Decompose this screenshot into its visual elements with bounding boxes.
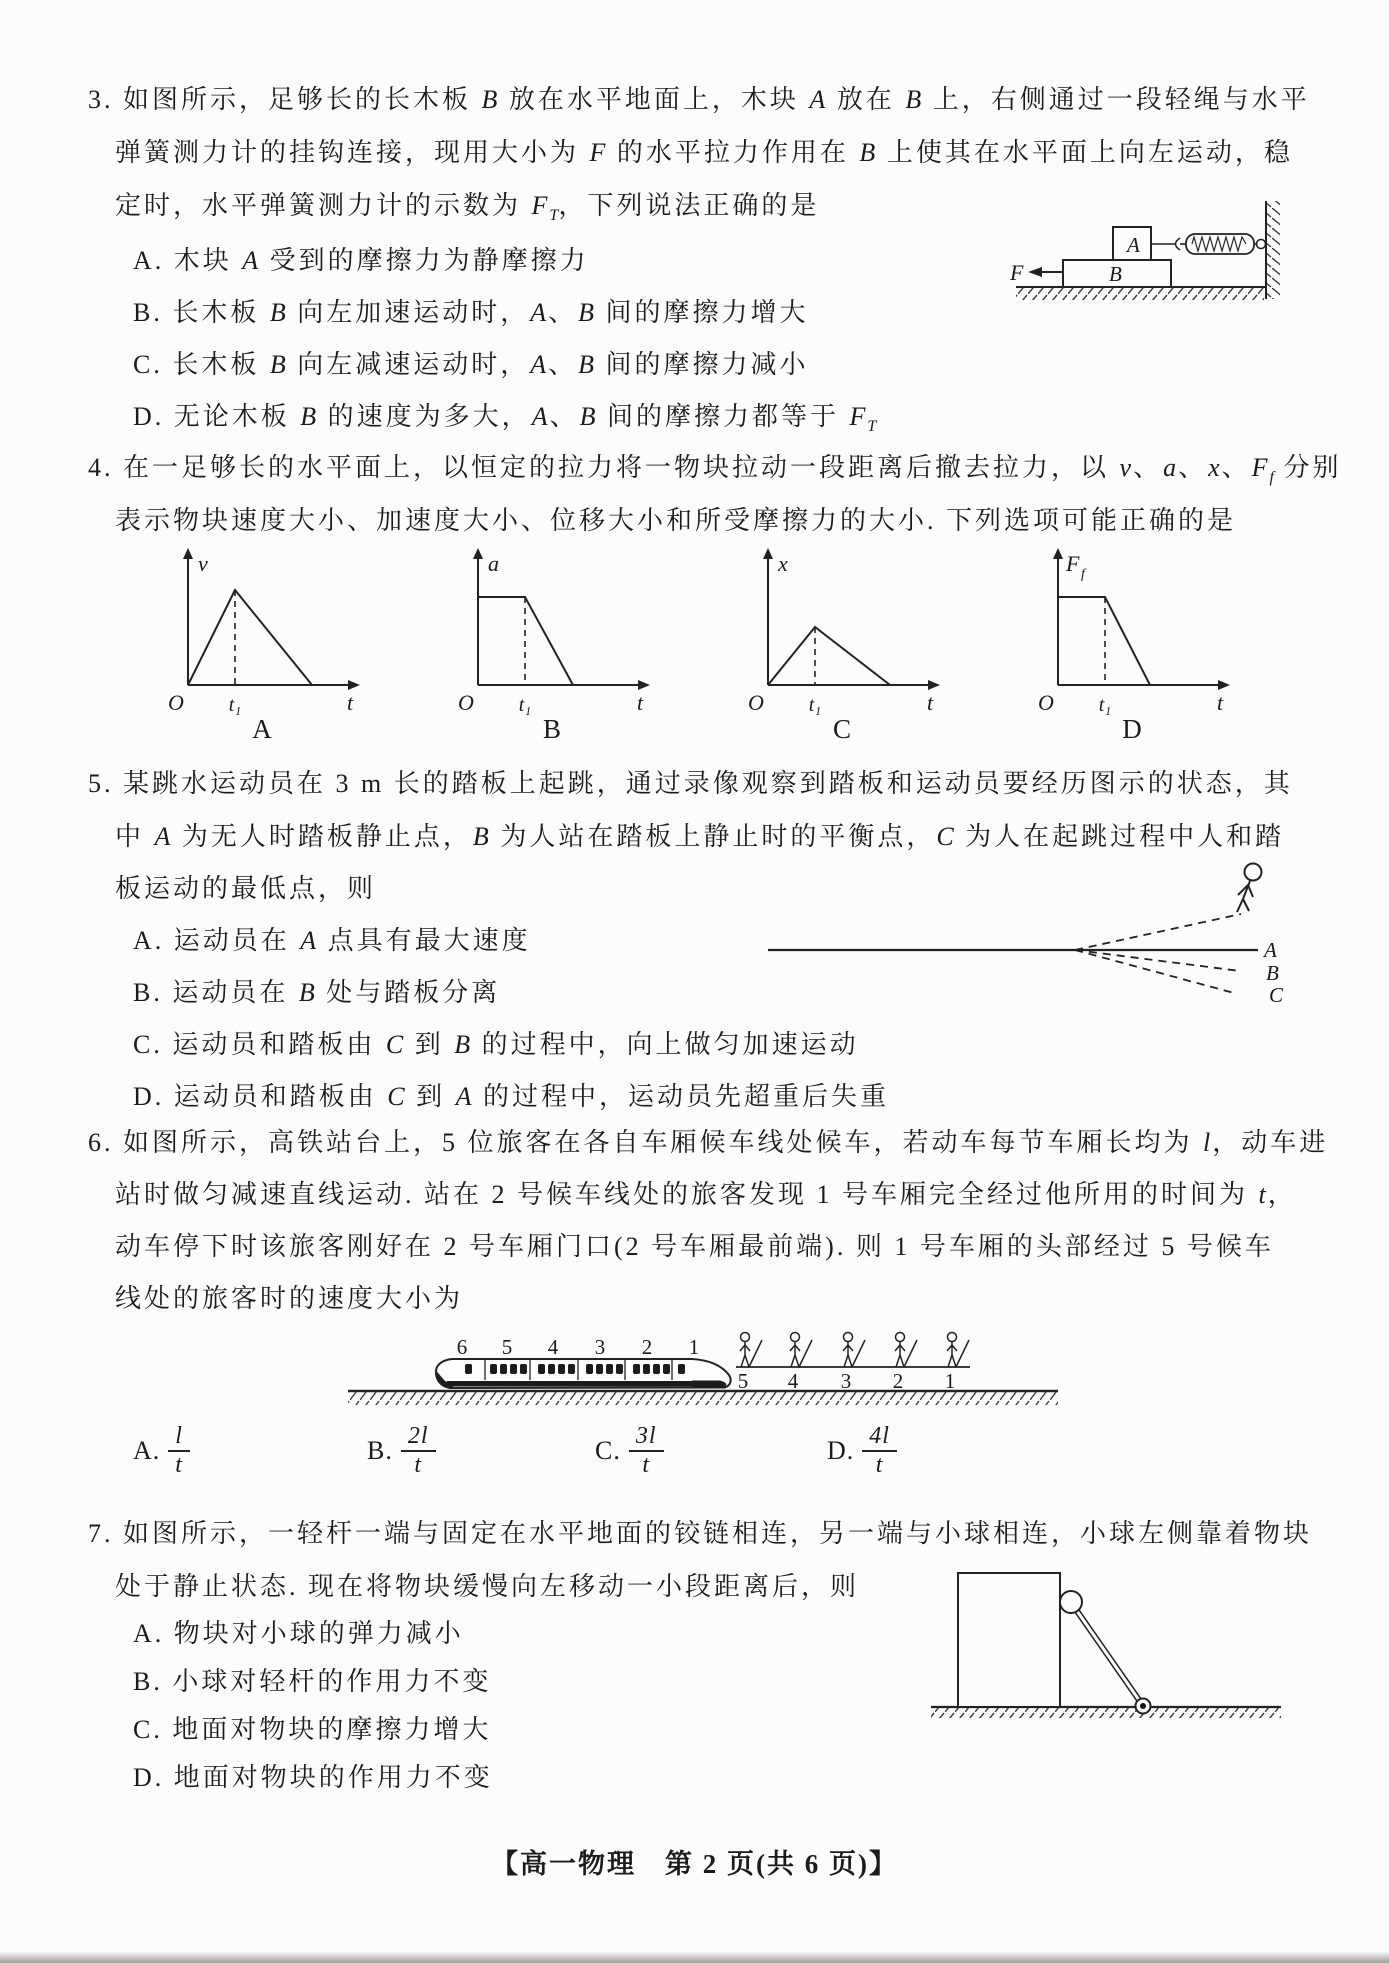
q3-line-3: 定时，水平弹簧测力计的示数为 $F_T$，下列说法正确的是 [115, 191, 820, 224]
x-axis-label: t [636, 690, 644, 715]
q5-option-d: D. 运动员和踏板由 C 到 A 的过程中，运动员先超重后失重 [133, 1082, 890, 1111]
svg-text:3: 3 [840, 1369, 852, 1393]
svg-text:1: 1 [688, 1335, 700, 1359]
q3-figure-blocks-spring [1008, 198, 1300, 315]
q4-graph-C [730, 545, 950, 750]
y-axis-label-sub: f [1081, 567, 1085, 582]
graph-letter: B [542, 714, 562, 744]
x-axis-arrow [1218, 680, 1230, 690]
block [958, 1573, 1060, 1707]
fraction: $\frac{2l}{t}$ [401, 1424, 436, 1478]
light-rod [1077, 1611, 1139, 1700]
x-axis-arrow [638, 680, 650, 690]
point-a-label: A [1264, 938, 1277, 962]
y-axis-arrow [763, 548, 773, 559]
fraction: $\frac{3l}{t}$ [629, 1424, 664, 1478]
q6-option-d [827, 1424, 897, 1478]
q7-line-2: 处于静止状态. 现在将物块缓慢向左移动一小段距离后，则 [115, 1572, 860, 1601]
y-axis-arrow [473, 548, 483, 559]
svg-text:6: 6 [456, 1335, 468, 1359]
q7-option-c: C. 地面对物块的摩擦力增大 [133, 1715, 492, 1744]
fraction: $\frac{l}{t}$ [168, 1424, 190, 1478]
option-label: B. [367, 1436, 393, 1466]
ball [1060, 1591, 1082, 1613]
t1-tick-label: t₁ [228, 694, 242, 716]
diver-figure [1237, 864, 1262, 913]
q5-option-a: A. 运动员在 A 点具有最大速度 [133, 926, 531, 955]
graph-letter: D [1122, 714, 1142, 744]
fraction: $\frac{4l}{t}$ [862, 1424, 897, 1478]
q3-option-b: B. 长木板 B 向左加速运动时，A、B 间的摩擦力增大 [133, 298, 809, 327]
svg-text:1: 1 [944, 1369, 956, 1393]
curve-v-t [188, 590, 312, 685]
q7-figure-rod-ball-block [925, 1568, 1287, 1723]
graph-letter: A [252, 714, 272, 744]
option-label: C. [595, 1436, 621, 1466]
q5-line-1: 5. 某跳水运动员在 3 m 长的踏板上起跳，通过录像观察到踏板和运动员要经历图示的状态，其 [88, 769, 1293, 798]
hinge [1136, 1699, 1151, 1714]
q6-option-b [367, 1424, 436, 1478]
option-label: A. [133, 1436, 161, 1466]
q4-line-1: 4. 在一足够长的水平面上，以恒定的拉力将一物块拉动一段距离后撤去拉力，以 v、a、x、$F_f$ 分别 [88, 453, 1342, 486]
q6-line-3: 动车停下时该旅客刚好在 2 号车厢门口(2 号车厢最前端). 则 1 号车厢的头部经过 5 号候车 [115, 1232, 1274, 1261]
y-axis-label: v [198, 551, 208, 576]
block-b-label: B [1109, 262, 1122, 286]
q3-option-c: C. 长木板 B 向左减速运动时，A、B 间的摩擦力减小 [133, 350, 809, 379]
y-axis-label: a [488, 551, 499, 576]
ground-hatching [348, 1392, 1058, 1405]
force-F-arrow [1009, 260, 1063, 285]
waiting-line-numbers [738, 1369, 956, 1393]
q6-line-1: 6. 如图所示，高铁站台上，5 位旅客在各自车厢候车线处候车，若动车每节车厢长均为 l，动车进 [88, 1128, 1329, 1157]
svg-text:2: 2 [641, 1335, 653, 1359]
q5-line-2: 中 A 为无人时踏板静止点，B 为人站在踏板上静止时的平衡点，C 为人在起跳过程中人和踏 [115, 822, 1285, 851]
q7-line-1: 7. 如图所示，一轻杆一端与固定在水平地面的铰链相连，另一端与小球相连，小球左侧靠着物块 [88, 1519, 1313, 1548]
scan-edge-artifact [0, 1951, 1389, 1963]
block-a-label: A [1127, 233, 1140, 257]
q6-line-4: 线处的旅客时的速度大小为 [115, 1284, 464, 1313]
page-footer: 【高一物理 第 2 页(共 6 页)】 [491, 1849, 898, 1879]
origin-label: O [748, 690, 764, 715]
y-axis-arrow [1053, 548, 1063, 559]
q5-option-c: C. 运动员和踏板由 C 到 B 的过程中，向上做匀加速运动 [133, 1030, 859, 1059]
q7-option-b: B. 小球对轻杆的作用力不变 [133, 1667, 492, 1696]
t1-tick-label: t₁ [808, 694, 822, 716]
q4-graph-D [1020, 545, 1240, 750]
option-label: D. [827, 1436, 855, 1466]
force-f-label: F [1010, 260, 1024, 285]
x-axis-label: t [926, 690, 934, 715]
t1-tick-label: t₁ [518, 694, 532, 716]
svg-text:4: 4 [547, 1335, 559, 1359]
q4-line-2: 表示物块速度大小、加速度大小、位移大小和所受摩擦力的大小. 下列选项可能正确的是 [115, 506, 1237, 535]
curve-Ff-t [1058, 597, 1150, 685]
svg-text:5: 5 [737, 1369, 749, 1393]
x-axis-label: t [1216, 690, 1224, 715]
origin-label: O [458, 690, 474, 715]
q5-figure-diving-board [760, 852, 1308, 1017]
q5-line-3: 板运动的最低点，则 [115, 874, 377, 903]
t1-tick-label: t₁ [1098, 694, 1112, 716]
x-axis-arrow [928, 680, 940, 690]
y-axis-label: F [1066, 551, 1080, 576]
train-car-numbers [457, 1335, 700, 1359]
q7-option-a: A. 物块对小球的弹力减小 [133, 1619, 464, 1648]
curve-x-t [768, 627, 890, 685]
q3-line-2: 弹簧测力计的挂钩连接，现用大小为 F 的水平拉力作用在 B 上使其在水平面上向左运动，稳 [115, 138, 1293, 167]
x-axis-arrow [348, 680, 360, 690]
svg-text:2: 2 [892, 1369, 904, 1393]
q7-option-d: D. 地面对物块的作用力不变 [133, 1763, 493, 1792]
q6-line-2: 站时做匀减速直线运动. 站在 2 号候车线处的旅客发现 1 号车厢完全经过他所用的时间为 t， [115, 1180, 1297, 1209]
origin-label: O [168, 690, 184, 715]
svg-text:3: 3 [594, 1335, 606, 1359]
q6-option-a [133, 1424, 190, 1478]
y-axis-label: x [778, 551, 788, 576]
q3-option-d: D. 无论木板 B 的速度为多大，A、B 间的摩擦力都等于 $F_T$ [133, 402, 877, 435]
q4-graph-A [150, 545, 370, 750]
spring-scale [1151, 234, 1266, 254]
train-nose [692, 1381, 726, 1388]
svg-text:4: 4 [787, 1369, 799, 1393]
train [436, 1335, 731, 1388]
ground-hatching [1016, 287, 1266, 300]
y-axis-arrow [183, 548, 193, 559]
q6-figure-train-platform [340, 1322, 1066, 1453]
point-b-label: B [1266, 961, 1279, 985]
q3-option-a: A. 木块 A 受到的摩擦力为静摩擦力 [133, 246, 589, 275]
board-dashed-positions [1075, 914, 1241, 993]
svg-text:5: 5 [501, 1335, 513, 1359]
point-c-label: C [1269, 983, 1284, 1007]
q4-graph-B [440, 545, 660, 750]
passenger-figures [740, 1333, 969, 1368]
q6-option-c [595, 1424, 664, 1478]
q3-line-1: 3. 如图所示，足够长的长木板 B 放在水平地面上，木块 A 放在 B 上，右侧通过一段轻绳与水平 [88, 85, 1310, 114]
x-axis-label: t [346, 690, 354, 715]
ground-hatching [931, 1708, 1281, 1718]
wall-hatching [1266, 201, 1280, 299]
origin-label: O [1038, 690, 1054, 715]
graph-letter: C [832, 714, 852, 744]
q5-option-b: B. 运动员在 B 处与踏板分离 [133, 978, 501, 1007]
